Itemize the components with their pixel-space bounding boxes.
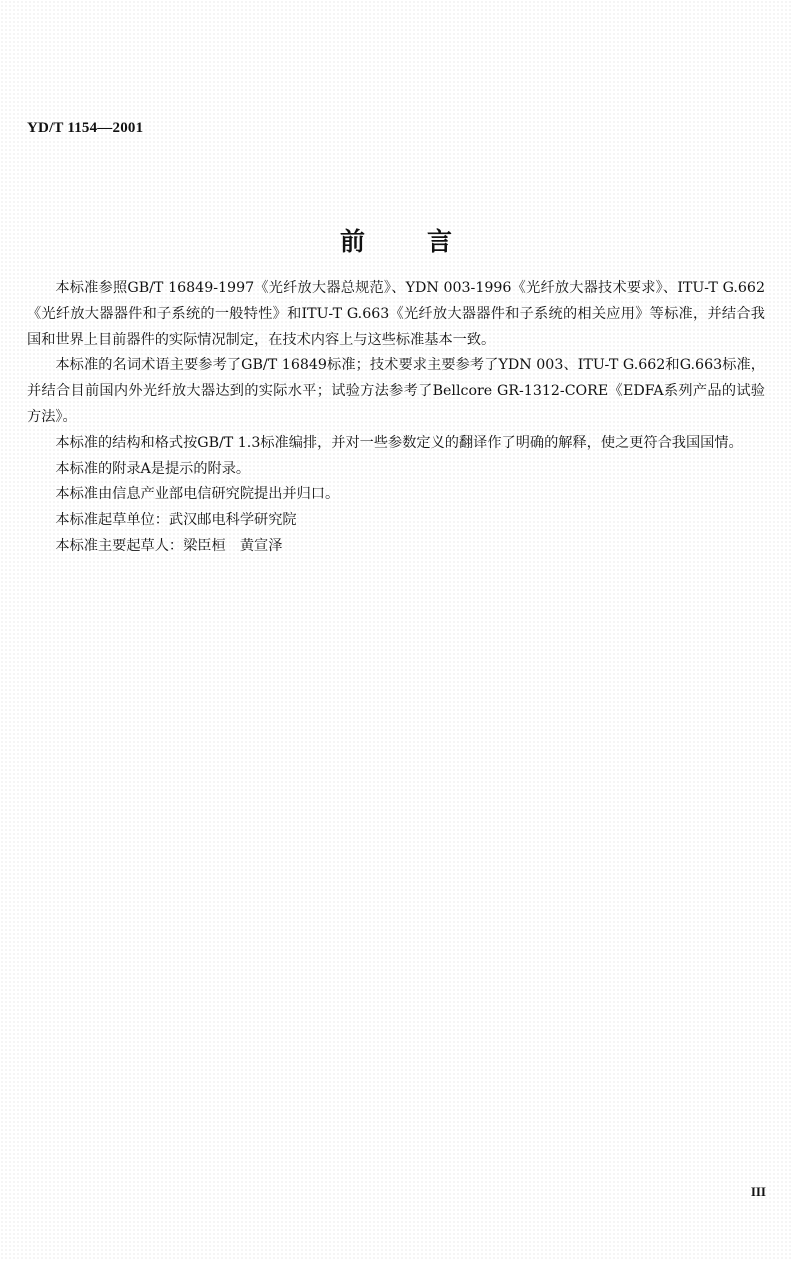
standard-id: YD/T 1154—2001: [27, 120, 144, 136]
body-text: [27, 276, 765, 560]
paragraph-drafters: 本标准主要起草人：梁臣桓 黄宣泽: [55, 537, 283, 554]
page-number: III: [750, 1184, 766, 1199]
paragraph-references: 本标准参照GB/T 16849-1997《光纤放大器总规范》、YDN 003-1996《光纤放大器技术要求》、ITU-T G.662《光纤放大器器件和子系统的一般特性》和ITU-T G.663《光纤放大器器件和子系统的相关应用》等标准，并结合我国和世界上目前器件的实际情况制定，在技术内容上与这些标准基本一致。: [27, 280, 765, 348]
paragraph-structure: 本标准的结构和格式按GB/T 1.3标准编排，并对一些参数定义的翻译作了明确的解释，使之更符合我国国情。: [55, 434, 743, 451]
paragraph-proposer: 本标准由信息产业部电信研究院提出并归口。: [55, 486, 340, 503]
paragraph-terminology: 本标准的名词术语主要参考了GB/T 16849标准；技术要求主要参考了YDN 003、ITU-T G.662和G.663标准，并结合目前国内外光纤放大器达到的实际水平；试验方法参考了Bellcore GR-1312-CORE《EDFA系列产品的试验方法》。: [27, 357, 765, 425]
page-title: 前言: [339, 227, 514, 256]
paragraph-appendix: 本标准的附录A是提示的附录。: [55, 460, 251, 477]
paragraph-drafting-unit: 本标准起草单位：武汉邮电科学研究院: [55, 512, 297, 529]
